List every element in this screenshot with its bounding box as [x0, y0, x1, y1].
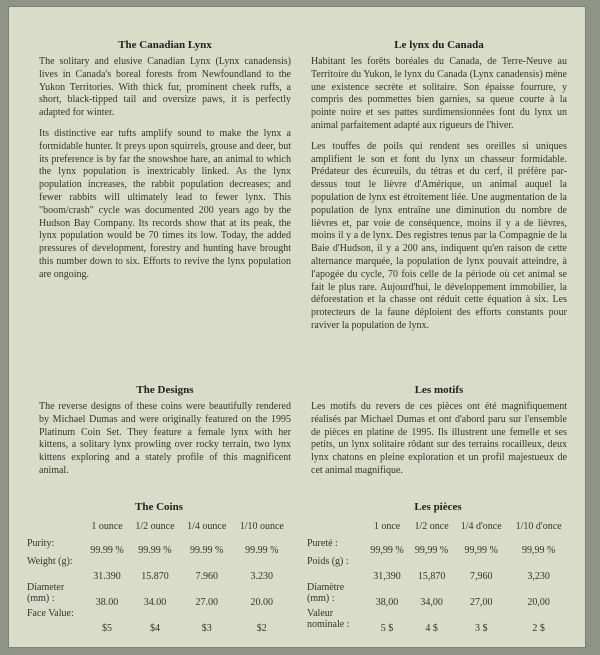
coins-cell-value: $3: [201, 623, 212, 634]
coins-cell-value: 27,00: [469, 597, 493, 608]
coins-table-row: [307, 538, 569, 556]
coins-cell-value: 31.390: [93, 571, 121, 582]
coins-table-fr: [307, 521, 569, 634]
designs-section-en: [39, 384, 291, 478]
coins-cell-value: $4: [149, 623, 160, 634]
coins-cell-value: 38,00: [375, 597, 399, 608]
coins-column-header: 1/4 ounce: [187, 521, 227, 532]
coins-section-fr: [307, 501, 569, 634]
lynx-paragraph-1-fr: Habitant les forêts boréales du Canada, de Terre-Neuve au Territoire du Yukon, le lynx du Canada (Lynx canadensis) mène une existence secrète et solitaire. Son épaisse fourrure, y compris des pommettes bien garnies, sa queue courte à la pointe noire et ses pattes surdimensionnées font du lynx un animal parfaitement adapté aux rigueurs de l'hiver.: [311, 56, 567, 131]
coins-cell-value: 3 $: [474, 623, 488, 634]
coins-title-en: The Coins: [135, 501, 183, 513]
coins-row-label: Pureté :: [307, 538, 338, 549]
coins-cell-value: 31,390: [373, 571, 401, 582]
coins-cell-value: 4 $: [425, 623, 438, 634]
coins-cell-value: 99,99 %: [521, 545, 556, 556]
coins-column-header: [307, 521, 365, 538]
lynx-title-en: The Canadian Lynx: [118, 39, 212, 51]
designs-paragraph-fr: Les motifs du revers de ces pièces ont été magnifiquement réalisés par Michael Dumas et ont d'abord paru sur l'ensemble de pièces en platine de 1995. Ils illustrent une femelle et ses petits, un lynx solitaire rôdant sur des terrains rocailleux, deux lynx chatons en pleine exploration et un profil majestueux de cet animal magnifique.: [311, 401, 567, 476]
coins-column-header: 1/10 d'once: [515, 521, 562, 532]
coins-cell-value: 38.00: [95, 597, 119, 608]
coins-cell-value: 99,99 %: [414, 545, 449, 556]
coins-header-row-fr: [307, 521, 569, 538]
coins-title-fr: Les pièces: [414, 501, 462, 513]
coins-row-label: Diamètre (mm) :: [307, 582, 345, 604]
coins-cell-value: 99.99 %: [90, 545, 124, 556]
coins-cell-value: 15.870: [141, 571, 169, 582]
coins-cell-value: 20,00: [527, 597, 550, 608]
coins-cell-value: 7,960: [469, 571, 493, 582]
coins-cell-value: 2 $: [532, 623, 545, 634]
coins-row-label: Weight (g):: [27, 556, 73, 567]
lynx-paragraph-1-en: The solitary and elusive Canadian Lynx (Lynx canadensis) lives in Canada's boreal forests from Newfoundland to the Yukon Territories. With thick fur, prominent cheek ruffs, a short, black-tipped tail and oversize paws, it is perfectly adapted for winter.: [39, 56, 291, 119]
coins-cell-value: 99,99 %: [464, 545, 498, 556]
coins-cell-value: 27.00: [195, 597, 218, 608]
designs-title-en: The Designs: [136, 384, 194, 396]
coins-cell-value: 15,870: [417, 571, 446, 582]
coins-column-header: 1/2 once: [414, 521, 449, 532]
coins-row-label: Diameter (mm) :: [27, 582, 65, 604]
coins-header-row-en: [27, 521, 291, 538]
coins-section-en: [27, 501, 291, 634]
coins-table-row: [27, 608, 291, 634]
coins-cell-value: 34.00: [143, 597, 167, 608]
lynx-paragraph-2-fr: Les touffes de poils qui rendent ses oreilles si uniques amplifient le son et font du lynx un chasseur formidable. Prédateur des écureuils, du tétras et du cerf, il préfère par-dessus tout le lièvre d'Amérique, un animal auquel la population de lynx est étroitement liée. Une augmentation de la population de lynx entraîne une diminution du nombre de lièvres et, par voie de conséquence, moins il y a de lièvres, moins il y a de lynx. Des registres tenus par la Compagnie de la Baie d'Hudson, il y a 200 ans, indiquent qu'en raison de cette alternance marquée, la population de lynx pouvait atteindre, à l'apogée du cycle, 70 fois celle de la période où cet animal se fait le plus rare. Aujourd'hui, le développement immobilier, la déforestation et la chasse ont réduit cette équation à six. Les protecteurs de la faune déploient des efforts constants pour raviver la population de lynx.: [311, 140, 567, 331]
coins-table-en: [27, 521, 291, 634]
coins-table-row: [307, 556, 569, 582]
coins-cell-value: $5: [102, 623, 113, 634]
coins-table-row: [307, 582, 569, 608]
coins-cell-value: 99.99 %: [190, 545, 224, 556]
designs-paragraph-en: The reverse designs of these coins were beautifully rendered by Michael Dumas and were originally featured on the 1995 Platinum Coin Set. They feature a female lynx with her kittens, a solitary lynx prowling over rocky terrain, two lynx kittens exploring and a stately profile of this magnificent animal.: [39, 401, 291, 476]
coins-cell-value: 5 $: [380, 623, 394, 634]
coins-row-label: Purity:: [27, 538, 55, 549]
coins-table-row: [27, 538, 291, 556]
coins-cell-value: 3,230: [527, 571, 550, 582]
coins-table-row: [307, 608, 569, 634]
lynx-section-en: [39, 39, 291, 282]
coins-column-header: 1 ounce: [91, 521, 123, 532]
coin-set-insert-card: [8, 6, 586, 648]
coins-row-label: Face Value:: [27, 608, 74, 619]
coins-cell-value: 20.00: [250, 597, 274, 608]
coins-row-label: Poids (g) :: [307, 556, 349, 567]
coins-cell-value: 3.230: [250, 571, 274, 582]
coins-cell-value: 99.99 %: [245, 545, 279, 556]
coins-cell-value: $2: [256, 623, 267, 634]
coins-table-row: [27, 556, 291, 582]
coins-column-header: 1/4 d'once: [460, 521, 502, 532]
lynx-paragraph-2-en: Its distinctive ear tufts amplify sound to make the lynx a formidable hunter. It preys upon squirrels, grouse and deer, but its preference is by far the snowshoe hare, an animal to which the lynx population is inextricably linked. As the lynx population increases, the rabbit population decreases; and fewer rabbits will ultimately lead to fewer lynx. This "boom/crash" cycle was documented 200 years ago by the Hudson Bay Company. Its records show that at its peak, the lynx population would be 70 times its low. Today, the added pressures of development, forestry and hunting have brought this number down to six. Efforts to revive the lynx population are ongoing.: [39, 127, 291, 280]
lynx-section-fr: [311, 39, 567, 333]
designs-title-fr: Les motifs: [414, 384, 464, 396]
coins-cell-value: 99.99 %: [138, 545, 172, 556]
coins-row-label: Valeur nominale :: [307, 608, 350, 630]
coins-table-row: [27, 582, 291, 608]
coins-cell-value: 99,99 %: [370, 545, 404, 556]
coins-cell-value: 7.960: [195, 571, 218, 582]
designs-section-fr: [311, 384, 567, 478]
coins-column-header: 1 once: [373, 521, 401, 532]
coins-column-header: [27, 521, 85, 538]
lynx-title-fr: Le lynx du Canada: [394, 39, 484, 51]
coins-column-header: 1/2 ounce: [135, 521, 175, 532]
coins-cell-value: 34,00: [420, 597, 443, 608]
coins-column-header: 1/10 ounce: [239, 521, 284, 532]
